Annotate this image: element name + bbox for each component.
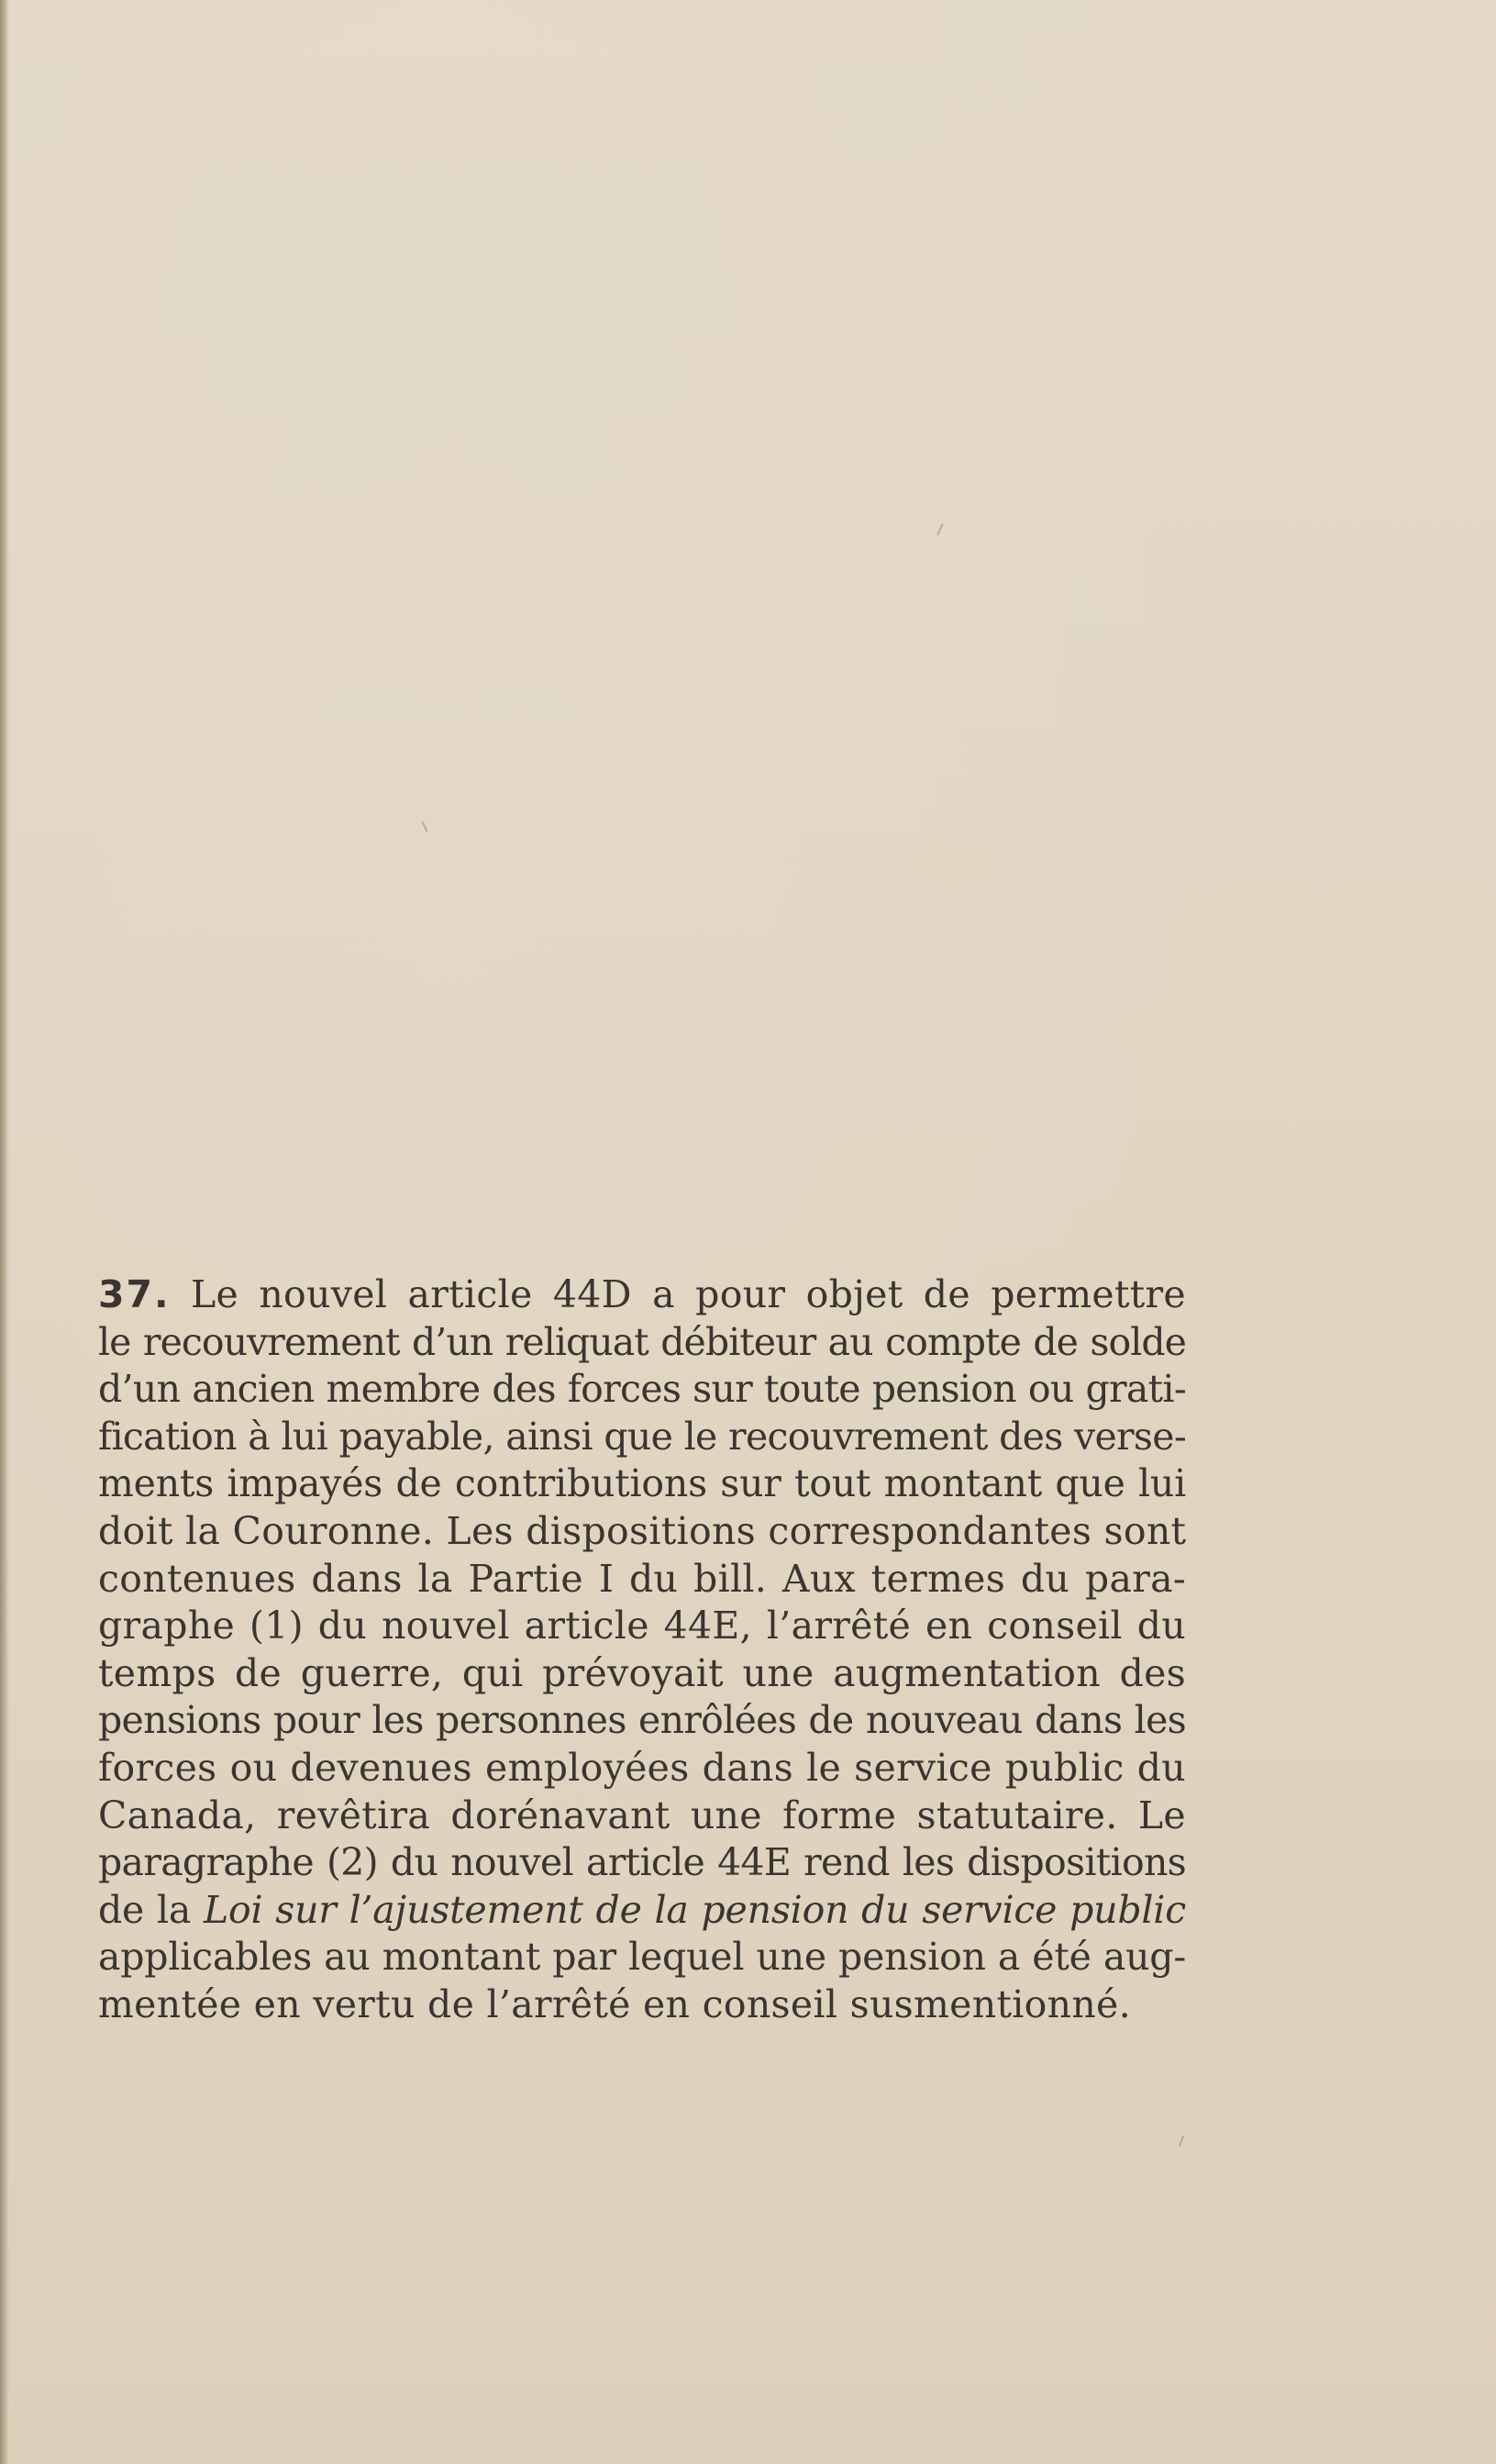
paper-speck (1179, 2136, 1184, 2147)
line-text: Le nouvel article 44D a pour objet de permettre (190, 1272, 1186, 1316)
page-binding-edge (0, 0, 9, 2464)
act-title: Loi sur l’ajustement de la pension du service public (203, 1887, 1186, 1932)
section-number: 37. (98, 1272, 171, 1316)
line-text: de la (98, 1887, 192, 1932)
paragraph-line: d’un ancien membre des forces sur toute pension ou grati- (98, 1367, 1186, 1412)
paragraph-line: fication à lui payable, ainsi que le recouvrement des verse- (98, 1414, 1186, 1459)
paragraph-line: forces ou devenues employées dans le service public du (98, 1745, 1186, 1790)
paragraph-line: ments impayés de contributions sur tout montant que lui (98, 1461, 1186, 1506)
paragraph-line: temps de guerre, qui prévoyait une augmentation des (98, 1650, 1186, 1695)
paragraph-line: Canada, revêtira dorénavant une forme statutaire. Le (98, 1793, 1186, 1837)
paper-speck (936, 523, 944, 536)
paragraph-line: le recouvrement d’un reliquat débiteur au compte de solde (98, 1319, 1186, 1364)
body-paragraph (98, 1271, 1186, 2029)
paragraph-line: paragraphe (2) du nouvel article 44E rend les dispositions (98, 1840, 1186, 1885)
paragraph-line (98, 1271, 1186, 1319)
paragraph-line: pensions pour les personnes enrôlées de nouveau dans les (98, 1698, 1186, 1743)
paper-speck (422, 821, 428, 832)
paragraph-line (98, 1887, 1186, 1935)
paragraph-line: doit la Couronne. Les dispositions correspondantes sont (98, 1508, 1187, 1553)
paragraph-line-last: mentée en vertu de l’arrêté en conseil susmentionné. (98, 1981, 1131, 2026)
paragraph-line: contenues dans la Partie I du bill. Aux termes du para- (98, 1556, 1186, 1601)
paragraph-line: applicables au montant par lequel une pension a été aug- (98, 1935, 1186, 1980)
paragraph-line: graphe (1) du nouvel article 44E, l’arrêté en conseil du (98, 1604, 1186, 1648)
